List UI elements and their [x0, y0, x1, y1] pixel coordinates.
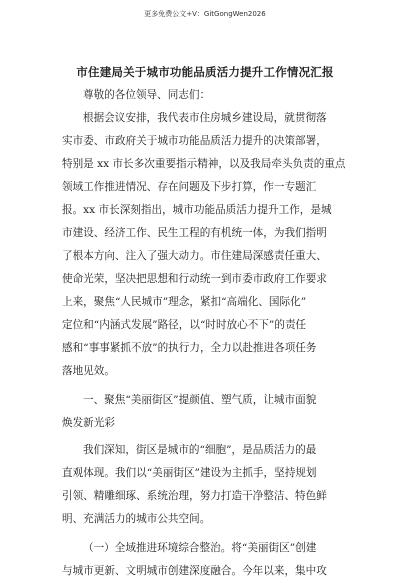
text-line: 定位和“内涵式发展”路径，以“时时放心不下”的责任 [62, 319, 307, 331]
text-line: 感和“事事紧抓不放”的执行力，全力以赴推进各项任务 [62, 342, 317, 354]
text-line: 使命光荣，坚决把思想和行动统一到市委市政府工作要求 [62, 273, 327, 285]
paragraph-subsection-1 [62, 537, 362, 583]
text-line: 落地见效。 [62, 365, 115, 377]
text-line: 市建设、经济工作、民生工程的有机统一体，为我们指明 [62, 227, 327, 239]
text-line: 特别是 xx 市长多次重要指示精神，以及我局牵头负责的重点 [62, 158, 346, 170]
paragraph-intro [62, 107, 362, 383]
text-line: 我们深知，街区是城市的“细胞”，是品质活力的最 [83, 444, 317, 456]
text-line: 引领、精雕细琢、系统治理，努力打造干净整洁、特色鲜 [62, 490, 327, 502]
text-line: 根据会议安排，我代表市住房城乡建设局，就贯彻落 [83, 112, 327, 124]
text-line: 了根本方向、注入了强大动力。市住建局深感责任重大、 [62, 250, 327, 262]
document-title: 市住建局关于城市功能品质活力提升工作情况汇报 [76, 65, 334, 79]
text-line: 上来，聚焦“人民城市”理念，紧扣“高端化、国际化” [62, 296, 307, 308]
text-line: 直观体现。我们以“美丽街区”建设为主抓手，坚持规划 [62, 467, 317, 479]
text-line: 焕发新光彩 [62, 417, 115, 429]
text-line: 与城市更新、文明城市创建深度融合。今年以来，集中攻 [62, 565, 327, 577]
text-line: 报。xx 市长深刻指出，城市功能品质活力提升工作，是城 [62, 204, 332, 216]
text-line: （一）全域推进环境综合整治。将“美丽街区”创建 [83, 542, 317, 554]
paragraph-streets [62, 439, 362, 531]
text-line: 领域工作推进情况、存在问题及下步打算，作一专题汇 [62, 181, 317, 193]
document-body [62, 84, 362, 583]
text-line: 明、充满活力的城市公共空间。 [62, 513, 211, 525]
greeting: 尊敬的各位领导、同志们： [83, 89, 211, 101]
text-line: 一、聚焦“美丽街区”提颜值、塑气质，让城市面貌 [83, 394, 317, 406]
text-line: 实市委、市政府关于城市功能品质活力提升的决策部署， [62, 135, 327, 147]
section-heading [62, 389, 362, 435]
header-note: 更多免费公文+V：GitGongWen2026 [144, 10, 266, 18]
